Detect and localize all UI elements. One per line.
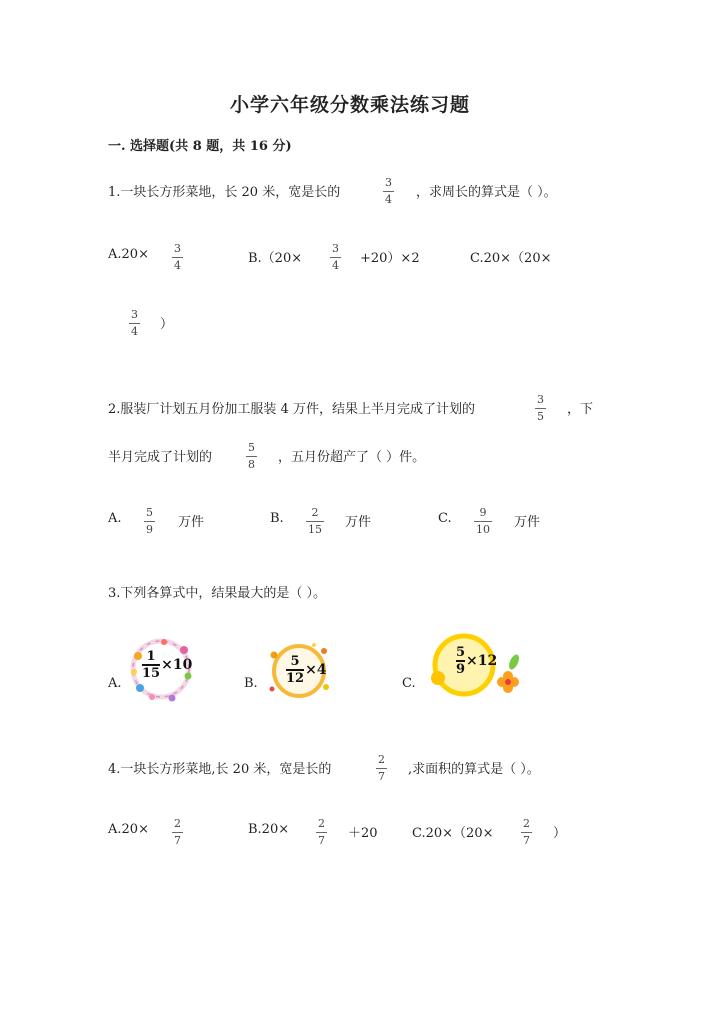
numerator: 5 xyxy=(456,645,466,660)
numerator: 3 xyxy=(537,393,544,406)
q4-option-c-fraction xyxy=(521,818,532,847)
q2-option-c[interactable]: C. xyxy=(438,511,452,526)
numerator: 5 xyxy=(146,506,153,519)
q4-option-b-fraction xyxy=(316,818,327,847)
fraction-bar xyxy=(129,323,140,324)
denominator: 4 xyxy=(131,325,138,338)
denominator: 9 xyxy=(146,523,153,536)
page-title: 小学六年级分数乘法练习题 xyxy=(230,94,471,116)
fraction-bar xyxy=(246,456,257,457)
denominator: 9 xyxy=(456,662,466,677)
q1-option-a-fraction xyxy=(172,243,183,272)
denominator: 12 xyxy=(286,671,305,686)
q4-option-a-fraction xyxy=(172,818,183,847)
numerator: 3 xyxy=(174,242,181,255)
fraction-bar xyxy=(316,832,327,833)
q2-text-a: 2.服装厂计划五月份加工服装 4 万件，结果上半月完成了计划的 xyxy=(108,402,475,417)
q1-text-a: 1.一块长方形菜地，长 20 米，宽是长的 xyxy=(108,185,341,200)
numerator: 2 xyxy=(174,817,181,830)
q1-fraction-denominator: 4 xyxy=(385,193,392,206)
q2-option-b-unit: 万件 xyxy=(345,515,372,530)
fraction-bar xyxy=(474,521,492,522)
q1-option-c-a[interactable]: C.20×（20× xyxy=(470,251,552,266)
q1-option-b-a[interactable]: B.（20× xyxy=(248,251,303,266)
multiplier: ×4 xyxy=(305,662,327,678)
q2-option-a[interactable]: A. xyxy=(108,511,122,526)
fraction-bar xyxy=(306,521,324,522)
denominator: 4 xyxy=(332,259,339,272)
q3-option-a[interactable]: A. xyxy=(108,676,122,691)
q2-text-d: ，五月份超产了（ ）件。 xyxy=(278,450,426,465)
q3-option-b[interactable]: B. xyxy=(244,676,258,691)
fraction-bar xyxy=(330,257,341,258)
denominator: 10 xyxy=(476,523,490,536)
denominator: 7 xyxy=(174,834,181,847)
q4-text-a: 4.一块长方形菜地,长 20 米，宽是长的 xyxy=(108,762,332,777)
q3-option-c-expression xyxy=(456,646,497,676)
numerator: 2 xyxy=(311,506,319,519)
multiplier: ×12 xyxy=(466,653,498,669)
q1-fraction-numerator: 3 xyxy=(385,176,392,189)
q2-fraction-1 xyxy=(535,394,546,423)
denominator: 7 xyxy=(318,834,325,847)
q2-option-a-fraction xyxy=(144,507,155,536)
q2-option-b[interactable]: B. xyxy=(270,511,284,526)
fraction-bar xyxy=(376,768,387,769)
numerator: 3 xyxy=(131,308,138,321)
numerator: 1 xyxy=(146,649,156,664)
numerator: 5 xyxy=(248,441,255,454)
fraction-bar xyxy=(521,832,532,833)
q3-option-c[interactable]: C. xyxy=(402,676,416,691)
multiplier: ×10 xyxy=(161,657,193,673)
section-heading: 一. 选择题(共 8 题，共 16 分) xyxy=(108,139,292,154)
q3-text: 3.下列各算式中，结果最大的是（ ）。 xyxy=(108,586,327,601)
q4-fraction xyxy=(376,754,387,783)
numerator: 2 xyxy=(318,817,325,830)
q3-option-a-expression xyxy=(142,650,192,680)
numerator: 9 xyxy=(479,506,487,519)
q1-option-c-b: ） xyxy=(160,317,174,332)
q1-text-b: ，求周长的算式是（ ）。 xyxy=(416,185,557,200)
q4-option-b-a[interactable]: B.20× xyxy=(248,822,290,837)
q2-option-b-fraction xyxy=(306,507,324,536)
numerator: 3 xyxy=(332,242,339,255)
q2-text-b: ，下 xyxy=(567,402,594,417)
denominator: 15 xyxy=(308,523,322,536)
q3-option-b-expression xyxy=(286,655,327,685)
q1-option-c-fraction xyxy=(129,309,140,338)
q4-text-b: ,求面积的算式是（ ）。 xyxy=(408,762,540,777)
q4-option-b-b: ＋20 xyxy=(348,826,378,841)
fraction-bar xyxy=(172,257,183,258)
denominator: 7 xyxy=(378,770,385,783)
numerator: 2 xyxy=(523,817,530,830)
fraction-bar xyxy=(144,521,155,522)
q4-option-a[interactable]: A.20× xyxy=(108,822,149,837)
fraction-bar xyxy=(535,408,546,409)
denominator: 15 xyxy=(142,666,161,681)
q1-option-a[interactable]: A.20× xyxy=(108,247,149,262)
q1-fraction xyxy=(383,177,394,206)
q3-option-b-badge[interactable] xyxy=(266,641,332,707)
denominator: 5 xyxy=(537,410,544,423)
numerator: 5 xyxy=(290,654,300,669)
q2-fraction-2 xyxy=(246,442,257,471)
q1-option-b-fraction xyxy=(330,243,341,272)
q1-option-b-b: +20）×2 xyxy=(360,251,420,266)
q4-option-c-a[interactable]: C.20×（20× xyxy=(412,826,494,841)
q2-option-c-unit: 万件 xyxy=(514,515,541,530)
q3-option-c-badge[interactable] xyxy=(430,632,496,698)
fraction-bar xyxy=(383,191,394,192)
q2-text-c: 半月完成了计划的 xyxy=(108,450,213,465)
denominator: 7 xyxy=(523,834,530,847)
q2-option-a-unit: 万件 xyxy=(178,515,205,530)
denominator: 8 xyxy=(248,458,255,471)
q2-option-c-fraction xyxy=(474,507,492,536)
denominator: 4 xyxy=(174,259,181,272)
q4-option-c-b: ） xyxy=(553,826,567,841)
numerator: 2 xyxy=(378,753,385,766)
q3-option-a-badge[interactable] xyxy=(128,636,194,702)
fraction-bar xyxy=(172,832,183,833)
